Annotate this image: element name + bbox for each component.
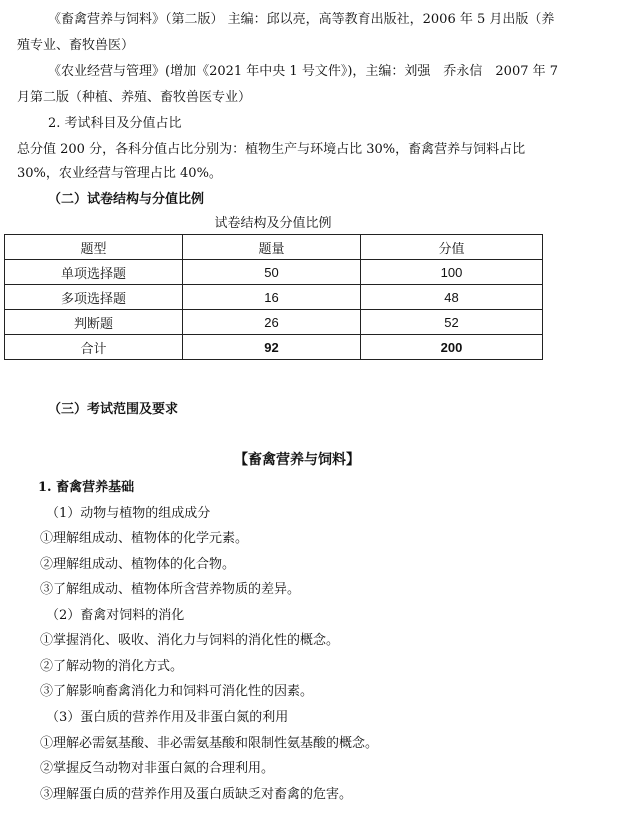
table-header-row [5, 235, 543, 260]
outline-item: ①理解必需氨基酸、非必需氨基酸和限制性氨基酸的概念。 [40, 736, 379, 751]
outline-item: ②了解动物的消化方式。 [40, 659, 184, 674]
cell-score: 48 [361, 285, 543, 310]
outline-item: ①理解组成动、植物体的化学元素。 [40, 531, 249, 546]
textbook-1-line-2: 殖专业、畜牧兽医） [17, 38, 135, 53]
outline-subheading: （3）蛋白质的营养作用及非蛋白氮的利用 [46, 710, 289, 725]
outline-item: ②掌握反刍动物对非蛋白氮的合理利用。 [40, 761, 275, 776]
cell-score: 52 [361, 310, 543, 335]
cell-type: 判断题 [5, 310, 183, 335]
outline-subheading: （2）畜禽对饲料的消化 [46, 608, 185, 623]
score-table [4, 234, 543, 360]
outline-item: ③了解组成动、植物体所含营养物质的差异。 [40, 582, 301, 597]
table-caption: 试卷结构及分值比例 [214, 216, 332, 231]
section-3-heading: （三）考试范围及要求 [48, 402, 179, 417]
textbook-2-line-1: 《农业经营与管理》(增加《2021 年中央 1 号文件》)，主编：刘强 乔永信 2007 年 7 [48, 64, 559, 79]
outline-item: ①掌握消化、吸收、消化力与饲料的消化性的概念。 [40, 633, 340, 648]
total-label-cell: 合计 [5, 335, 183, 360]
table-total-row [5, 335, 543, 360]
textbook-1-line-1: 《畜禽营养与饲料》（第二版） 主编：邱以亮，高等教育出版社，2006 年 5 月出版（养 [48, 12, 555, 27]
total-score-cell: 200 [361, 335, 543, 360]
subjects-desc-line-2: 30%，农业经营与管理占比 40%。 [17, 166, 222, 181]
section-2-heading: （二）试卷结构与分值比例 [48, 192, 205, 207]
table-row [5, 260, 543, 285]
header-cell-score: 分值 [361, 235, 543, 260]
subjects-heading: 2. 考试科目及分值占比 [48, 116, 182, 131]
total-count-cell: 92 [183, 335, 361, 360]
outline-item: ③了解影响畜禽消化力和饲料可消化性的因素。 [40, 684, 314, 699]
cell-count: 16 [183, 285, 361, 310]
outline-item: ②理解组成动、植物体的化合物。 [40, 557, 236, 572]
cell-count: 26 [183, 310, 361, 335]
cell-count: 50 [183, 260, 361, 285]
textbook-2-line-2: 月第二版（种植、养殖、畜牧兽医专业） [17, 90, 252, 105]
outline-item: ③理解蛋白质的营养作用及蛋白质缺乏对畜禽的危害。 [40, 787, 353, 802]
cell-type: 多项选择题 [5, 285, 183, 310]
subjects-desc-line-1: 总分值 200 分，各科分值占比分别为：植物生产与环境占比 30%，畜禽营养与饲料占比 [17, 142, 526, 157]
course-title: 【畜禽营养与饲料】 [234, 452, 360, 468]
header-cell-type: 题型 [5, 235, 183, 260]
outline-subheading: （1）动物与植物的组成成分 [46, 506, 211, 521]
header-cell-count: 题量 [183, 235, 361, 260]
cell-score: 100 [361, 260, 543, 285]
unit-1-heading: 1. 畜禽营养基础 [38, 480, 135, 495]
cell-type: 单项选择题 [5, 260, 183, 285]
table-row [5, 285, 543, 310]
table-row [5, 310, 543, 335]
